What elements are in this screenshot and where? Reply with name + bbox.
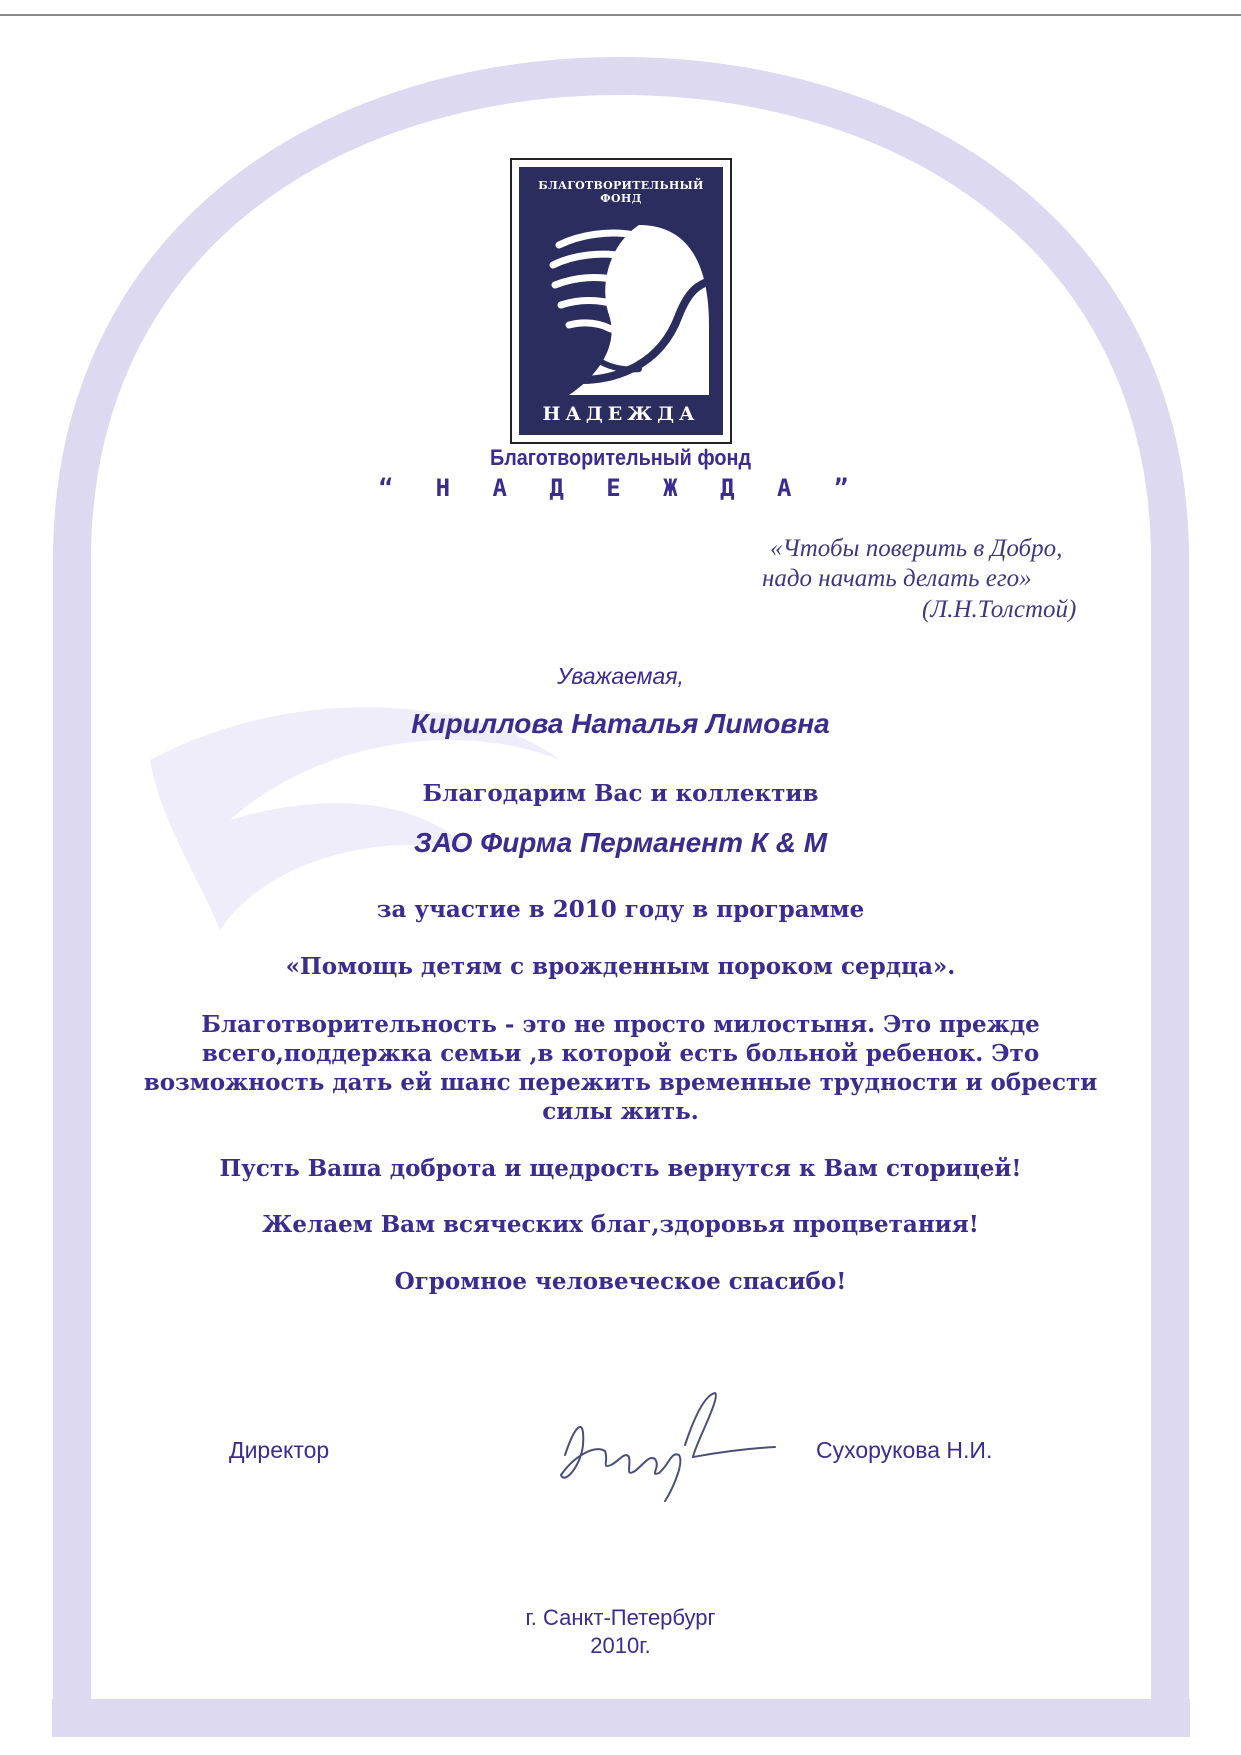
organization-name: Благотворительный фонд — [489, 445, 752, 470]
organization-subtitle: “ Н А Д Е Ж Д А ” — [378, 474, 863, 502]
company-name: ЗАО Фирма Перманент К & М — [413, 827, 828, 858]
logo-bottom-text: НАДЕЖДА — [542, 403, 700, 425]
wish-line-2: Желаем Вам всяческих благ,здоровья процветания! — [262, 1211, 979, 1238]
signatory-name: Сухорукова Н.И. — [816, 1437, 993, 1463]
recipient-name: Кириллова Наталья Лимовна — [411, 708, 830, 739]
wish-line-1: Пусть Ваша доброта и щедрость вернутся к Вам сторицей! — [219, 1155, 1022, 1182]
greeting: Уважаемая, — [557, 663, 684, 689]
logo-panel — [519, 167, 723, 435]
epigraph-line-1: «Чтобы поверить в Добро, — [770, 535, 1063, 562]
city: г. Санкт-Петербург — [525, 1605, 716, 1630]
year: 2010г. — [590, 1633, 651, 1658]
handwritten-signature — [545, 1385, 785, 1505]
thanks-line: Благодарим Вас и коллектив — [422, 780, 819, 807]
participation-line: за участие в 2010 году в программе — [376, 896, 865, 923]
signatory-title: Директор — [229, 1437, 330, 1463]
swan-icon — [539, 205, 709, 395]
epigraph-line-2: надо начать делать его» — [762, 565, 1032, 592]
logo-top-text: БЛАГОТВОРИТЕЛЬНЫЙ ФОНД — [538, 179, 704, 205]
foundation-logo — [510, 158, 732, 444]
program-name: «Помощь детям с врожденным пороком сердца». — [285, 953, 956, 980]
closing-line: Огромное человеческое спасибо! — [394, 1268, 847, 1295]
epigraph-author: (Л.Н.Толстой) — [922, 596, 1077, 623]
charity-paragraph: Благотворительность - это не просто милостыня. Это прежде всего,поддержка семьи ,в которой есть больной ребенок. Это возможность дать ей шанс пережить временные трудности и обрести силы жить. — [143, 1011, 1098, 1125]
